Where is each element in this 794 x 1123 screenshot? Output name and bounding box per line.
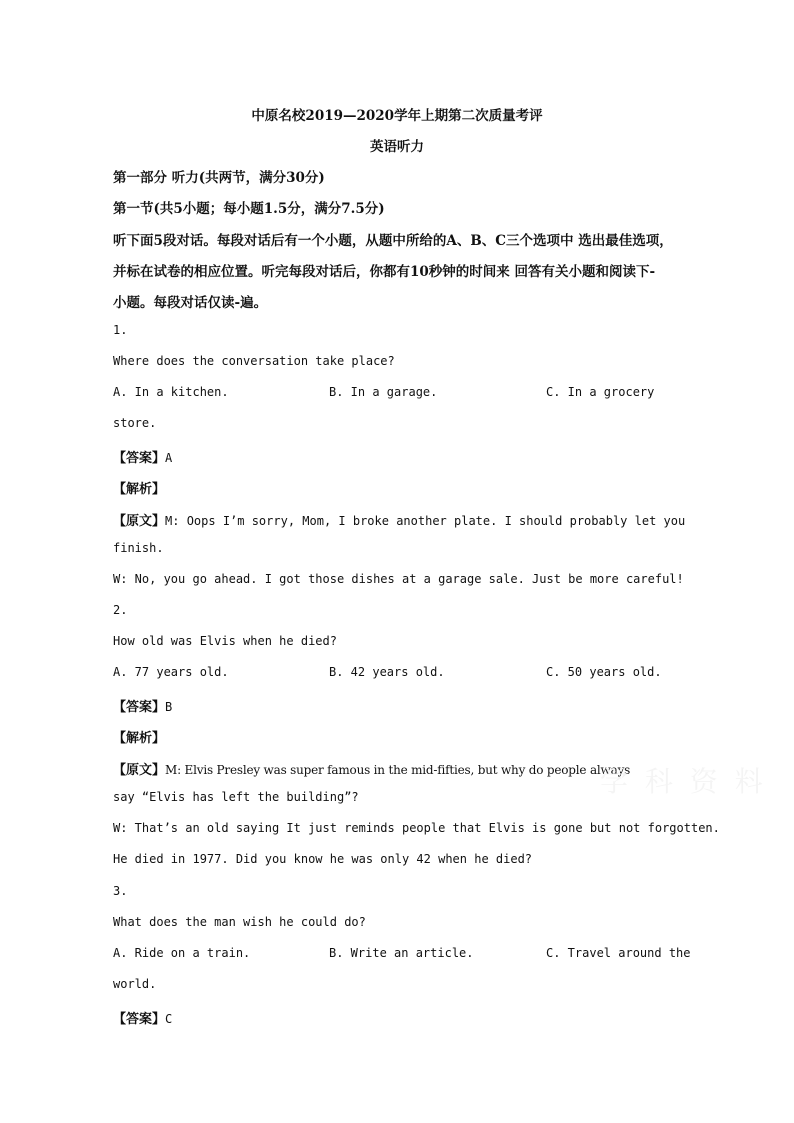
answer-value: B <box>165 700 173 714</box>
transcript-label: 【原文】 <box>113 763 166 778</box>
part-heading: 第一部分 听力(共两节，满分30分) <box>113 170 325 186</box>
transcript-line: finish. <box>113 541 164 555</box>
transcript-text: M: Oops I’m sorry, Mom, I broke another plate. I should probably let you <box>165 514 686 528</box>
instruction-line: 并标在试卷的相应位置。听完每段对话后，你都有10秒钟的时间来 回答有关小题和阅读下- <box>113 264 656 280</box>
analysis-label <box>113 727 165 746</box>
watermark: 学 科 资 料 <box>600 765 767 798</box>
question-text: What does the man wish he could do? <box>113 915 366 929</box>
transcript-line: W: That’s an old saying It just reminds people that Elvis is gone but not forgotten. <box>113 821 720 835</box>
transcript-line <box>113 510 685 529</box>
option-a: A. Ride on a train. <box>113 946 251 960</box>
answer-label: 【答案】 <box>113 451 166 466</box>
question-number: 3. <box>113 884 128 898</box>
answer-label: 【答案】 <box>113 1012 166 1027</box>
option-wrap: store. <box>113 416 157 430</box>
options-row <box>113 385 683 403</box>
option-c: C. 50 years old. <box>546 665 662 679</box>
question-text: Where does the conversation take place? <box>113 354 395 368</box>
option-c: C. Travel around the <box>546 946 691 960</box>
instruction-line: 听下面5段对话。每段对话后有一个小题，从题中所给的A、B、C三个选项中 选出最佳选项， <box>113 233 673 249</box>
question-text: How old was Elvis when he died? <box>113 634 337 648</box>
option-a: A. 77 years old. <box>113 665 229 679</box>
question-number: 2. <box>113 603 128 617</box>
answer-line <box>113 447 172 466</box>
transcript-line: say “Elvis has left the building”? <box>113 790 359 804</box>
answer-value: C <box>165 1012 173 1026</box>
answer-line <box>113 1008 172 1027</box>
transcript-line <box>113 759 630 778</box>
analysis-label-text: 【解析】 <box>113 482 166 497</box>
transcript-label: 【原文】 <box>113 514 166 529</box>
option-c: C. In a grocery <box>546 385 655 399</box>
options-row <box>113 946 691 964</box>
transcript-line: W: No, you go ahead. I got those dishes at a garage sale. Just be more careful! <box>113 572 684 586</box>
answer-value: A <box>165 451 173 465</box>
option-a: A. In a kitchen. <box>113 385 229 399</box>
analysis-label-text: 【解析】 <box>113 731 166 746</box>
options-row <box>113 665 683 683</box>
option-b: B. 42 years old. <box>329 665 445 679</box>
answer-line <box>113 696 172 715</box>
instruction-line: 小题。每段对话仅读-遍。 <box>113 295 268 311</box>
option-b: B. Write an article. <box>329 946 474 960</box>
section-heading: 第一节(共5小题；每小题1.5分，满分7.5分) <box>113 201 385 217</box>
answer-label: 【答案】 <box>113 700 166 715</box>
analysis-label <box>113 478 165 497</box>
question-number: 1. <box>113 323 128 337</box>
page-subtitle: 英语听力 <box>370 139 424 155</box>
transcript-line: He died in 1977. Did you know he was only 42 when he died? <box>113 852 533 866</box>
option-b: B. In a garage. <box>329 385 438 399</box>
transcript-text: M: Elvis Presley was super famous in the mid-fifties, but why do people always <box>165 763 631 777</box>
page-title: 中原名校2019—2020学年上期第二次质量考评 <box>251 108 543 124</box>
option-wrap: world. <box>113 977 157 991</box>
